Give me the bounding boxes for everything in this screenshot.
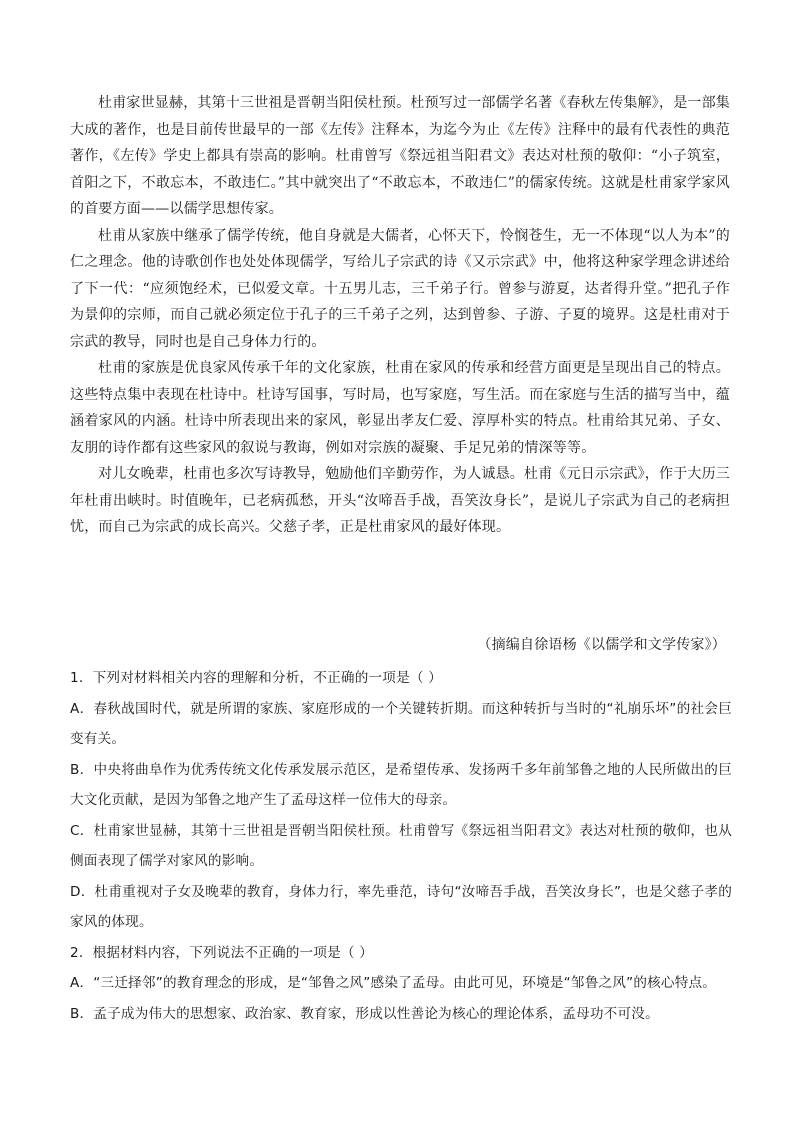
question-1-option-a: A．春秋战国时代，就是所谓的家族、家庭形成的一个关键转折期。而这种转折与当时的“礼崩乐坏”的社会巨变有关。 bbox=[70, 700, 732, 747]
passage-paragraph-2: 杜甫从家族中继承了儒学传统，他自身就是大儒者，心怀天下，怜悯苍生，无一不体现“以人为本”的仁之理念。他的诗歌创作也处处体现儒学，写给儿子宗武的诗《又示宗武》中，他将这种家学理念讲述给了下一代：“应须饱经术，已似爱文章。十五男儿志，三千弟子行。曾参与游夏，达者得升堂。”把孔子作为景仰的宗师，而自己就必须定位于孔子的三千弟子之列，达到曾参、子游、子夏的境界。这是杜甫对于宗武的教导，同时也是自己身体力行的。 bbox=[70, 227, 730, 350]
question-1-stem: 1．下列对材料相关内容的理解和分析，不正确的一项是（ ） bbox=[70, 670, 443, 686]
question-2-option-a: A．“三迁择邻”的教育理念的形成，是“邹鲁之风”感染了孟母。由此可见，环境是“邹鲁之风”的核心特点。 bbox=[70, 975, 717, 991]
passage-source: （摘编自徐语杨《以儒学和文学传家》） bbox=[477, 637, 726, 653]
questions-section bbox=[70, 663, 732, 1029]
passage-paragraph-1: 杜甫家世显赫，其第十三世祖是晋朝当阳侯杜预。杜预写过一部儒学名著《春秋左传集解》，是一部集大成的著作，也是目前传世最早的一部《左传》注释本，为迄今为止《左传》注释中的最有代表性的典范著作，《左传》学史上都具有崇高的影响。杜甫曾写《祭远祖当阳君文》表达对杜预的敬仰：“小子筑室，首阳之下，不敢忘本，不敢违仁。”其中就突出了“不敢忘本，不敢违仁”的儒家传统。这就是杜甫家学家风的首要方面——以儒学思想传家。 bbox=[70, 95, 730, 217]
passage-paragraph-3: 杜甫的家族是优良家风传承千年的文化家族，杜甫在家风的传承和经营方面更是呈现出自己的特点。这些特点集中表现在杜诗中。杜诗写国事，写时局，也写家庭，写生活。而在家庭与生活的描写当中，蕴涵着家风的内涵。杜诗中所表现出来的家风，彰显出孝友仁爱、淳厚朴实的特点。杜甫给其兄弟、子女、友朋的诗作都有这些家风的叙说与教诲，例如对宗族的凝聚、手足兄弟的情深等等。 bbox=[70, 360, 730, 456]
reading-passage bbox=[70, 90, 730, 541]
passage-paragraph-4: 对儿女晚辈，杜甫也多次写诗教导，勉励他们辛勤劳作，为人诚恳。杜甫《元日示宗武》，作于大历三年杜甫出峡时。时值晚年，已老病孤愁，开头“汝啼吾手战，吾笑汝身长”，是说儿子宗武为自己的老病担忧，而自己为宗武的成长高兴。父慈子孝，正是杜甫家风的最好体现。 bbox=[70, 466, 730, 535]
question-1-option-c: C．杜甫家世显赫，其第十三世祖是晋朝当阳侯杜预。杜甫曾写《祭远祖当阳君文》表达对杜预的敬仰，也从侧面表现了儒学对家风的影响。 bbox=[70, 822, 732, 869]
question-1-option-d: D．杜甫重视对子女及晚辈的教育，身体力行，率先垂范，诗句“汝啼吾手战，吾笑汝身长”，也是父慈子孝的家风的体现。 bbox=[70, 883, 732, 930]
question-2-option-b: B．孟子成为伟大的思想家、政治家、教育家，形成以性善论为核心的理论体系，孟母功不可没。 bbox=[70, 1005, 659, 1022]
question-2-stem: 2．根据材料内容，下列说法不正确的一项是（ ） bbox=[70, 944, 374, 961]
question-1-option-b: B．中央将曲阜作为优秀传统文化传承发展示范区，是希望传承、发扬两千多年前邹鲁之地的人民所做出的巨大文化贡献，是因为邹鲁之地产生了孟母这样一位伟大的母亲。 bbox=[70, 761, 732, 808]
